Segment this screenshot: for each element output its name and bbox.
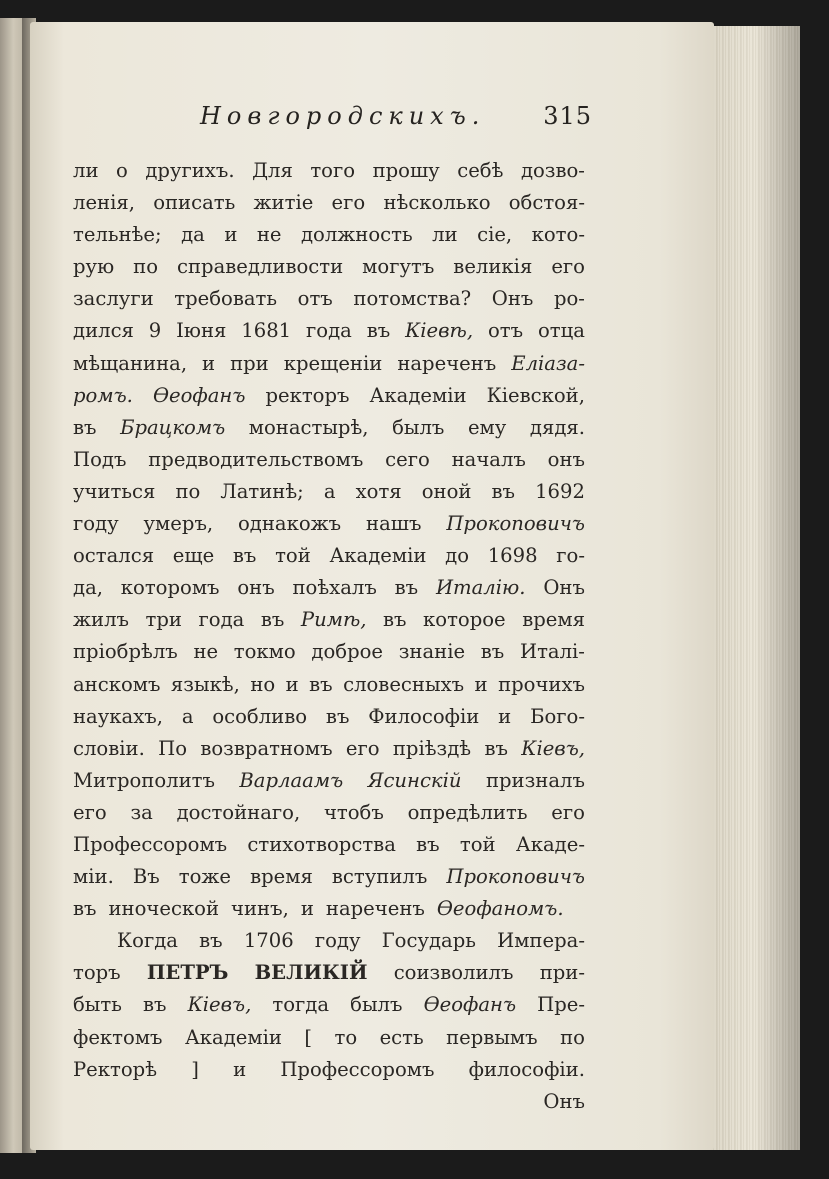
word: его: [73, 800, 107, 824]
word: призналъ: [485, 768, 585, 792]
word: Кіевѣ,: [405, 319, 474, 343]
word: особливо: [212, 704, 308, 728]
word: въ: [73, 897, 97, 921]
word: чинъ,: [231, 897, 289, 921]
word: въ: [309, 672, 333, 696]
word: оной: [421, 479, 472, 503]
word: соизволилъ: [393, 961, 514, 985]
word: и: [224, 223, 238, 247]
word: Италію.: [435, 576, 526, 600]
text-line: [73, 283, 585, 315]
word: Для: [252, 159, 293, 182]
word: дился: [73, 319, 134, 343]
word: ]: [191, 1057, 199, 1081]
word: въ: [260, 608, 285, 632]
word: дядя.: [529, 415, 585, 439]
previous-page-edge: [0, 18, 24, 1153]
word: должность: [300, 223, 413, 247]
running-head-title: Новгородскихъ.: [200, 102, 486, 130]
text-line: [73, 733, 585, 765]
word: и: [474, 672, 488, 696]
word: первымъ: [446, 1025, 538, 1049]
word: прочихъ: [498, 672, 585, 696]
word: прошу: [372, 159, 440, 182]
word: описать: [153, 191, 236, 215]
word: могутъ: [362, 255, 435, 279]
word: тоже: [178, 865, 232, 889]
text-line: [73, 348, 585, 380]
word: нашъ: [366, 512, 422, 536]
word: ро-: [553, 287, 585, 311]
word: иноческой: [108, 897, 220, 921]
word: Государь: [381, 929, 476, 953]
word: міи.: [73, 865, 114, 889]
word: наукахъ,: [73, 704, 163, 728]
word: по: [133, 255, 158, 279]
text-line: [73, 508, 585, 540]
word: той: [459, 832, 496, 856]
word: Акаде-: [515, 832, 585, 856]
word: по: [175, 479, 201, 503]
running-head: [200, 100, 592, 140]
word: въ: [416, 832, 440, 856]
word: въ: [394, 576, 419, 600]
word: въ: [325, 704, 350, 728]
word: обстоя-: [508, 191, 585, 215]
word: онъ: [547, 447, 585, 471]
word: Кіевской,: [486, 383, 585, 407]
word: Ректорѣ: [73, 1057, 158, 1081]
word: ромъ.: [73, 383, 133, 407]
word: Варлаамъ: [239, 768, 344, 792]
word: при: [230, 351, 269, 375]
word: себѣ: [457, 159, 504, 182]
text-line: [73, 380, 585, 412]
text-line: [73, 701, 585, 733]
word: 1706: [243, 929, 294, 953]
word: жилъ: [73, 608, 129, 632]
word: Ясинскій: [367, 768, 462, 792]
word: и: [233, 1057, 247, 1081]
word: заслуги: [73, 287, 154, 311]
word: фектомъ: [73, 1025, 163, 1049]
word: въ: [366, 319, 391, 343]
word: отъ: [487, 319, 524, 343]
text-line: [73, 412, 585, 444]
word: ленія,: [73, 191, 135, 215]
word: умеръ,: [143, 512, 214, 536]
word: Бого-: [530, 704, 585, 728]
word: Іюня: [176, 319, 227, 343]
word: а: [181, 704, 194, 728]
word: го-: [556, 544, 585, 568]
word: вступилъ: [331, 865, 428, 889]
text-line: [73, 476, 585, 508]
word: анскомъ: [73, 672, 161, 696]
word: сего: [385, 447, 430, 471]
word: Ѳеофанъ: [152, 383, 246, 407]
text-line: [73, 251, 585, 283]
word: быть: [73, 993, 122, 1017]
word: году: [73, 512, 119, 536]
word: великія: [453, 255, 533, 279]
body-text: [73, 155, 585, 1118]
word: предводительствомъ: [148, 447, 364, 471]
word: ПЕТРЪ: [146, 961, 229, 985]
word: кото-: [531, 223, 585, 247]
word: ВЕЛИКІЙ: [254, 961, 368, 985]
word: тогда: [272, 993, 330, 1017]
word: поѣхалъ: [292, 576, 377, 600]
word: а: [323, 479, 336, 503]
word: 1692: [535, 479, 585, 503]
word: чтобъ: [323, 800, 384, 824]
word: время: [250, 865, 313, 889]
word: Римѣ,: [300, 608, 367, 632]
word: нареченъ: [397, 351, 497, 375]
word: Италі-: [519, 640, 585, 664]
word: онъ: [237, 576, 275, 600]
word: и: [285, 672, 299, 696]
word: которое: [423, 608, 506, 632]
word: отъ: [297, 287, 333, 311]
text-line: [73, 669, 585, 701]
word: за: [130, 800, 153, 824]
text-line: [73, 444, 585, 476]
word: года: [198, 608, 245, 632]
text-line: [73, 1022, 585, 1054]
text-line: [73, 957, 585, 989]
word: философіи.: [468, 1057, 585, 1081]
word: Профессоромъ: [280, 1057, 435, 1081]
text-line: [73, 572, 585, 604]
word: той: [275, 544, 311, 568]
word: Кіевъ,: [187, 993, 252, 1017]
text-line: [73, 829, 585, 861]
word: ли: [432, 223, 458, 247]
word: однакожъ: [238, 512, 342, 536]
text-line: [73, 989, 585, 1021]
word: нареченъ: [325, 897, 425, 921]
word: токмо: [233, 640, 296, 664]
word: три: [145, 608, 182, 632]
word: ректоръ: [265, 383, 350, 407]
word: въ: [484, 736, 508, 760]
word: которомъ: [120, 576, 220, 600]
word: ли: [73, 159, 99, 182]
word: Кіевъ,: [521, 736, 585, 760]
word: его: [551, 800, 585, 824]
word: въ: [199, 929, 223, 953]
text-line: [73, 765, 585, 797]
word: отца: [537, 319, 585, 343]
word: Митрополитъ: [73, 768, 215, 792]
word: Академіи: [369, 383, 467, 407]
word: Прокоповичъ: [446, 865, 585, 889]
text-line: [73, 797, 585, 829]
page-fore-edge: [706, 26, 800, 1150]
word: словесныхъ: [343, 672, 465, 696]
word: достойнаго,: [176, 800, 301, 824]
word: въ: [491, 479, 516, 503]
text-line: [73, 925, 585, 957]
word: пріѣздѣ: [392, 736, 472, 760]
word: Подъ: [73, 447, 127, 471]
word: 9: [148, 319, 162, 343]
word: въ: [232, 544, 257, 568]
word: сіе,: [477, 223, 513, 247]
text-line: [73, 861, 585, 893]
word: при-: [539, 961, 585, 985]
word: [: [304, 1025, 313, 1049]
text-line: [73, 636, 585, 668]
word: Въ: [132, 865, 160, 889]
word: хотя: [355, 479, 402, 503]
word: Прокоповичъ: [446, 512, 585, 536]
word: Профессоромъ: [73, 832, 228, 856]
text-line: [73, 1086, 585, 1118]
word: да: [181, 223, 205, 247]
text-line: [73, 187, 585, 219]
word: словіи.: [73, 736, 145, 760]
word: потомства?: [353, 287, 472, 311]
word: языкѣ,: [170, 672, 240, 696]
word: не: [193, 640, 219, 664]
text-line: [73, 1054, 585, 1086]
word: крещеніи: [283, 351, 383, 375]
word: то: [334, 1025, 358, 1049]
word: его: [331, 191, 366, 215]
word: 1698: [487, 544, 538, 568]
word: но: [250, 672, 276, 696]
word: мѣщанина,: [73, 351, 188, 375]
word: его: [345, 736, 380, 760]
word: году: [314, 929, 361, 953]
word: Ѳеофанъ: [423, 993, 517, 1017]
text-line: [73, 315, 585, 347]
word: учиться: [73, 479, 156, 503]
word: и: [300, 897, 314, 921]
word: другихъ.: [145, 159, 235, 182]
word: пріобрѣлъ: [73, 640, 178, 664]
word: и: [498, 704, 512, 728]
word: ему: [467, 415, 507, 439]
word: Еліаза-: [511, 351, 585, 375]
text-line: [73, 893, 585, 925]
word: справедливости: [177, 255, 344, 279]
word: до: [445, 544, 470, 568]
word: житіе: [253, 191, 314, 215]
word: рую: [73, 255, 115, 279]
word: Философіи: [368, 704, 480, 728]
word: не: [256, 223, 282, 247]
word: время: [522, 608, 585, 632]
word: былъ: [350, 993, 403, 1017]
word: нѣсколько: [383, 191, 491, 215]
word: тельнѣе;: [73, 223, 162, 247]
word: да,: [73, 576, 103, 600]
word: года: [306, 319, 352, 343]
text-line: [73, 604, 585, 636]
word: Онъ: [491, 287, 534, 311]
page-number: 315: [543, 102, 592, 130]
word: былъ: [392, 415, 445, 439]
word: того: [310, 159, 356, 182]
word: еще: [172, 544, 215, 568]
text-line: [73, 219, 585, 251]
text-line: [73, 155, 585, 187]
word: монастырѣ,: [248, 415, 369, 439]
word: По: [158, 736, 188, 760]
word: есть: [379, 1025, 424, 1049]
word: опредѣлить: [407, 800, 528, 824]
word: Ѳеофаномъ.: [436, 897, 564, 921]
text-line: [73, 540, 585, 572]
word: знаніе: [398, 640, 466, 664]
word: Академіи: [184, 1025, 282, 1049]
word: 1681: [241, 319, 292, 343]
word: въ: [143, 993, 167, 1017]
word: его: [551, 255, 585, 279]
word: и: [202, 351, 216, 375]
word: возвратномъ: [200, 736, 333, 760]
word: Латинѣ;: [220, 479, 304, 503]
word: торъ: [73, 961, 121, 985]
word: Академіи: [329, 544, 427, 568]
word: по: [560, 1025, 585, 1049]
word: о: [116, 159, 128, 182]
word: Брацкомъ: [120, 415, 226, 439]
word: въ: [383, 608, 407, 632]
word: Онъ: [543, 576, 585, 600]
word: въ: [480, 640, 505, 664]
word: Импера-: [497, 929, 585, 953]
word: доброе: [311, 640, 384, 664]
word: началъ: [451, 447, 526, 471]
word: въ: [73, 415, 97, 439]
word: остался: [73, 544, 155, 568]
word: Когда: [117, 929, 178, 953]
word: стихотворства: [247, 832, 396, 856]
word: Пре-: [537, 993, 585, 1017]
word: Онъ: [543, 1089, 585, 1113]
word: дозво-: [520, 159, 585, 182]
word: требовать: [174, 287, 278, 311]
